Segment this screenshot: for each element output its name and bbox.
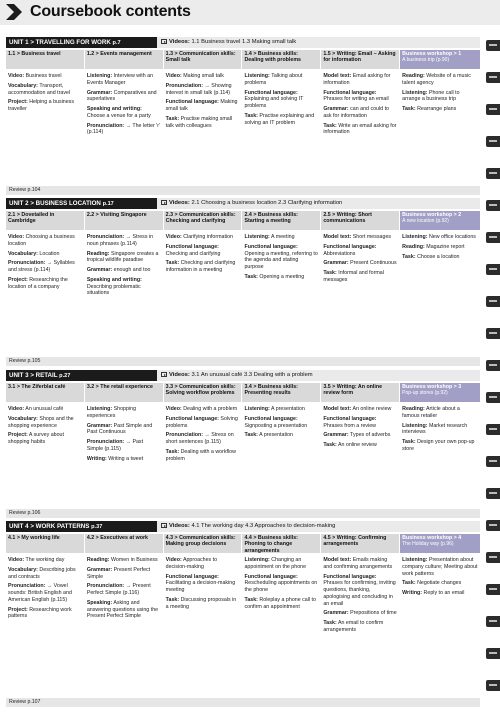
workshop-column: Listening: Presentation about company culture; Meeting about work patterns Task: Negotiate changes Writing: Reply to an email bbox=[402, 557, 478, 597]
page-tab[interactable] bbox=[486, 264, 500, 275]
lesson-header[interactable]: 4.2 > Executives at work bbox=[85, 534, 163, 553]
page-tab[interactable] bbox=[486, 72, 500, 83]
page-tab[interactable] bbox=[486, 296, 500, 307]
page-header bbox=[0, 0, 500, 25]
unit-videos[interactable]: Videos: 4.1 The working day 4.3 Approaches to decision-making bbox=[157, 521, 480, 532]
page-tab[interactable] bbox=[486, 488, 500, 499]
unit-title[interactable]: UNIT 3 > RETAIL p.27 bbox=[6, 370, 157, 381]
workshop-header[interactable]: Business workshop > 3 Pop-up stores (p.92) bbox=[400, 383, 480, 402]
lesson-column: Listening: Interview with an Events Manager Grammar: Comparatives and superlatives Speaking and writing: Choose a venue for a party Pronunciation: → The letter 'r' (p.114) bbox=[86, 73, 160, 136]
review-link[interactable]: Review p.106 bbox=[6, 509, 480, 518]
unit-videos[interactable]: Videos: 1.1 Business travel 1.3 Making small talk bbox=[157, 37, 480, 48]
page-tab[interactable] bbox=[486, 200, 500, 211]
page-tab[interactable] bbox=[486, 136, 500, 147]
page-tab[interactable] bbox=[486, 424, 500, 435]
page-title: Coursebook contents bbox=[30, 3, 191, 20]
unit-1 bbox=[6, 37, 480, 195]
unit-2 bbox=[6, 198, 480, 366]
review-link[interactable]: Review p.105 bbox=[6, 357, 480, 366]
unit-videos[interactable]: Videos: 2.1 Choosing a business location 2.3 Clarifying information bbox=[157, 198, 480, 209]
workshop-header[interactable]: Business workshop > 4 The Holiday way (p.96) bbox=[400, 534, 480, 553]
lesson-header[interactable]: 4.4 > Business skills: Phoning to change arrangements bbox=[242, 534, 320, 553]
lesson-header[interactable]: 3.5 > Writing: An online review form bbox=[321, 383, 399, 402]
lesson-column: Video: Clarifying information Functional language: Checking and clarifying Task: Checking and clarifying information in a meeting bbox=[165, 234, 236, 274]
page-tab[interactable] bbox=[486, 232, 500, 243]
page-tab[interactable] bbox=[486, 616, 500, 627]
lesson-header[interactable]: 2.4 > Business skills: Starting a meeting bbox=[242, 211, 320, 230]
review-link[interactable]: Review p.104 bbox=[6, 186, 480, 195]
page-tab[interactable] bbox=[486, 680, 500, 691]
lesson-header[interactable]: 1.4 > Business skills: Dealing with problems bbox=[242, 50, 320, 69]
lesson-column: Model text: Short messages Functional language: Abbreviations Grammar: Present Continuous Task: Informal and formal messages bbox=[323, 234, 397, 283]
unit-4 bbox=[6, 521, 480, 707]
lesson-column: Video: Business travel Vocabulary: Transport, accommodation and travel Project: Helping a business traveller bbox=[8, 73, 74, 113]
video-icon bbox=[161, 200, 167, 205]
lesson-column: Reading: Women in Business Grammar: Present Perfect Simple Pronunciation: → Present Perfect Simple (p.116) Speaking: Asking and answering questions using the Present Perfect Simple bbox=[86, 557, 159, 620]
side-tabs bbox=[484, 30, 500, 713]
lesson-header[interactable]: 2.1 > Dovetailed in Cambridge bbox=[6, 211, 84, 230]
page-tab[interactable] bbox=[486, 40, 500, 51]
video-icon bbox=[161, 372, 167, 377]
lesson-column: Model text: Email asking for information Functional language: Phrases for writing an email Grammar: can and could to ask for information Task: Write an email asking for information bbox=[323, 73, 397, 136]
lesson-header[interactable]: 4.5 > Writing: Confirming arrangements bbox=[321, 534, 399, 553]
lesson-header[interactable]: 4.1 > My working life bbox=[6, 534, 84, 553]
lesson-header[interactable]: 1.1 > Business travel bbox=[6, 50, 84, 69]
lesson-header[interactable]: 3.3 > Communication skills: Solving workflow problems bbox=[164, 383, 242, 402]
page-tab[interactable] bbox=[486, 456, 500, 467]
workshop-header[interactable]: Business workshop > 2 A new location (p.92) bbox=[400, 211, 480, 230]
review-link[interactable]: Review p.107 bbox=[6, 698, 480, 707]
page-tab[interactable] bbox=[486, 104, 500, 115]
lesson-header[interactable]: 4.3 > Communication skills: Making group decisions bbox=[164, 534, 242, 553]
page-tab[interactable] bbox=[486, 648, 500, 659]
page-tab[interactable] bbox=[486, 584, 500, 595]
workshop-header[interactable]: Business workshop > 1 A business trip (p.90) bbox=[400, 50, 480, 69]
lesson-column: Video: Approaches to decision-making Functional language: Facilitating a decision-making meeting Task: Discussing proposals in a meeting bbox=[165, 557, 237, 610]
lesson-header[interactable]: 1.2 > Events management bbox=[85, 50, 163, 69]
page-tab[interactable] bbox=[486, 168, 500, 179]
video-icon bbox=[161, 523, 167, 528]
page-tab[interactable] bbox=[486, 520, 500, 531]
page-tab[interactable] bbox=[486, 328, 500, 339]
unit-title[interactable]: UNIT 4 > WORK PATTERNS p.37 bbox=[6, 521, 157, 532]
lesson-header[interactable]: 2.5 > Writing: Short communications bbox=[321, 211, 399, 230]
lesson-header[interactable]: 2.3 > Communication skills: Checking and clarifying bbox=[164, 211, 242, 230]
lesson-header[interactable]: 3.2 > The retail experience bbox=[85, 383, 163, 402]
unit-videos[interactable]: Videos: 3.1 An unusual café 3.3 Dealing with a problem bbox=[157, 370, 480, 381]
lesson-column: Listening: A meeting Functional language: Opening a meeting, referring to the agenda and stating purpose Task: Opening a meeting bbox=[244, 234, 318, 280]
lesson-header[interactable]: 3.1 > The Ziferblat café bbox=[6, 383, 84, 402]
lesson-header[interactable]: 1.3 > Communication skills: Small talk bbox=[164, 50, 242, 69]
workshop-column: Reading: Article about a famous retailer Listening: Market research interviews Task: Design your own pop-up store bbox=[402, 406, 475, 452]
lesson-column: Pronunciation: → Stress in noun phrases (p.114) Reading: Singapore creates a tropical wildlife paradise Grammar: enough and too Speaking and writing: Describing problematic situations bbox=[86, 234, 159, 297]
unit-title[interactable]: UNIT 1 > TRAVELLING FOR WORK p.7 bbox=[6, 37, 157, 48]
page-tab[interactable] bbox=[486, 360, 500, 371]
unit-3 bbox=[6, 370, 480, 518]
chevron-right-icon bbox=[4, 2, 26, 22]
lesson-column: Listening: Changing an appointment on the phone Functional language: Rescheduling appointments on the phone Task: Roleplay a phone call to confirm an appointment bbox=[244, 557, 318, 610]
lesson-column: Listening: A presentation Functional language: Signposting a presentation Task: A presentation bbox=[244, 406, 308, 439]
lesson-column: Listening: Shopping experiences Grammar: Past Simple and Past Continuous Pronunciation: → Past Simple (p.115) Writing: Writing a tweet bbox=[86, 406, 153, 462]
lesson-column: Video: Dealing with a problem Functional language: Solving problems Pronunciation: → Stress on short sentences (p.115) Task: Dealing with a workflow problem bbox=[165, 406, 238, 462]
lesson-column: Model text: Emails making and confirming arrangements Functional language: Phrases for confirming, inviting questions, thanking, apologising and concluding in an email Grammar: Prepositions of time Task: An email to confirm arrangements bbox=[323, 557, 397, 633]
lesson-column: Video: Making small talk Pronunciation: → Showing interest in small talk (p.114) Functional language: Making small talk Task: Practise making small talk with colleagues bbox=[165, 73, 238, 129]
lesson-header[interactable]: 3.4 > Business skills: Presenting results bbox=[242, 383, 320, 402]
page-tab[interactable] bbox=[486, 392, 500, 403]
workshop-column: Reading: Website of a music talent agency Listening: Phone call to arrange a business trip Task: Rearrange plans bbox=[402, 73, 471, 113]
lesson-column: Video: The working day Vocabulary: Describing jobs and contracts Pronunciation: → Vowel sounds: British English and American English (p.115) Project: Researching work patterns bbox=[8, 557, 76, 620]
lesson-column: Video: An unusual café Vocabulary: Shops and the shopping experience Project: A survey about shopping habits bbox=[8, 406, 74, 446]
video-icon bbox=[161, 39, 167, 44]
page-tab[interactable] bbox=[486, 552, 500, 563]
lesson-column: Video: Choosing a business location Vocabulary: Location Pronunciation: → Syllables and stress (p.114) Project: Researching the location of a company bbox=[8, 234, 75, 290]
lesson-header[interactable]: 2.2 > Visiting Singapore bbox=[85, 211, 163, 230]
lesson-header[interactable]: 1.5 > Writing: Email – Asking for information bbox=[321, 50, 399, 69]
unit-title[interactable]: UNIT 2 > BUSINESS LOCATION p.17 bbox=[6, 198, 157, 209]
lesson-column: Model text: An online review Functional language: Phrases from a review Grammar: Types of adverbs Task: An online review bbox=[323, 406, 392, 449]
lesson-column: Listening: Talking about problems Functional language: Explaining and solving IT problems Task: Practise explaining and solving an IT problem bbox=[244, 73, 315, 126]
workshop-column: Listening: New office locations Reading: Magazine report Task: Choose a location bbox=[402, 234, 476, 260]
